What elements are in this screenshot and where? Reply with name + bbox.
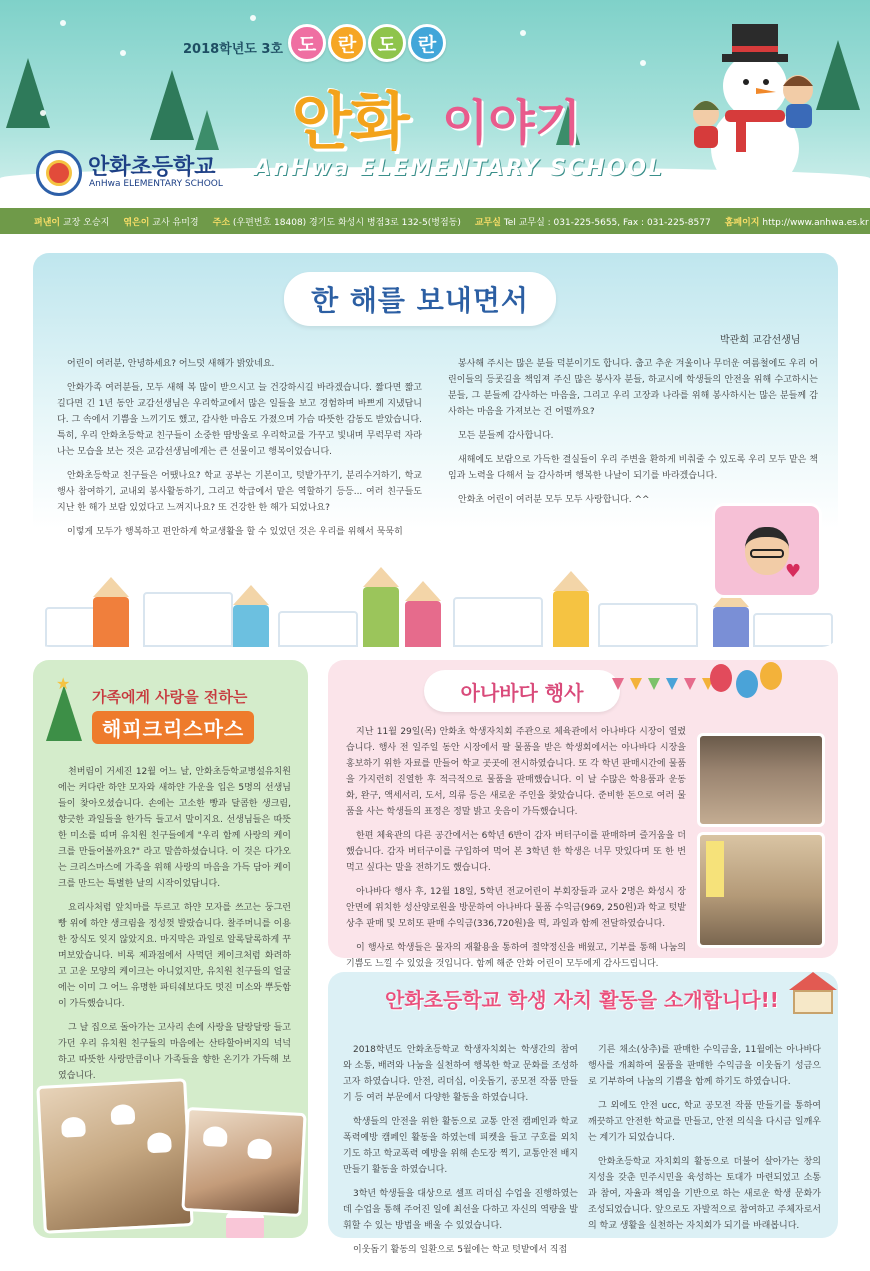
snowflake-icon — [520, 30, 526, 36]
paragraph: 2018학년도 안화초등학교 학생자치회는 학생간의 참여와 소통, 배려와 나눔을 실천하여 행복한 학교 문화를 조성하고자 하였습니다. 안전, 리더십, 이웃돕기, 공모전 작품 만들기 등 여러 부문에서 다양한 활동을 하였습니다. — [343, 1045, 578, 1103]
paragraph: 3학년 학생들을 대상으로 셀프 리더십 수업을 진행하였는데 수업을 통해 주어진 일에 최선을 다하고 자신의 역량을 발휘할 수 있는 방법을 배울 수 있었습니다. — [343, 1189, 578, 1231]
paragraph: 이렇게 모두가 행복하고 편안하게 학교생활을 할 수 있었던 것은 우리를 위해서 묵묵히 — [67, 527, 403, 537]
school-house-icon — [789, 972, 837, 1016]
market-crowd-photo — [697, 733, 825, 827]
paragraph: 천버림이 거세진 12월 어느 날, 안화초등학교병설유치원에는 커다란 하얀 모자와 새하얀 가운을 입은 5명의 선생님들이 찾아오셨습니다. 손에는 고소한 빵과 달콤한 생크림, 향긋한 과일들을 한가득 들고서 말이지요. 선생님들은 따뜻한 미소를 띠며 유치원 친구들에게 "우리 함께 사랑의 케이크를 만들어볼까요?" 라고 말씀하셨습니다. 이 것은 다가오는 크리스마스에 가족을 위해 사랑의 마음을 가득 담아 케이크를 만드는 특별한 날의 시작이었답니다. — [58, 767, 291, 889]
school-name-caption: AnHwa ELEMENTARY SCHOOL — [89, 179, 223, 189]
paragraph: 아나바다 행사 후, 12월 18일, 5학년 전교어린이 부회장들과 교사 2명은 화성시 장안면에 위치한 성산양로원을 방문하여 아나바다 물품 수익금(969, 250원)과 학교 텃밭 상추 판매 및 모히또 판매 수익금(336,720원)을 떡, 과일과 함께 전달하였습니다. — [346, 887, 686, 929]
paragraph: 이 행사로 학생들은 물자의 재활용을 통하여 절약정신을 배웠고, 기부를 통해 나눔의 기쁨도 느낄 수 있었을 것입니다. 함께 해준 안화 어린이 모두에게 감사드립니다. — [346, 943, 686, 969]
school-name-korean: 안화초등학교 — [88, 155, 216, 180]
snowflake-icon — [250, 15, 256, 21]
anabada-article-title: 아나바다 행사 — [424, 670, 620, 712]
pine-tree-icon — [6, 58, 50, 128]
anabada-article-body — [346, 724, 686, 980]
newsletter-title-sub: 이야기 — [442, 95, 582, 151]
title-bubble: 도 — [288, 24, 326, 62]
paragraph: 지난 11월 29일(목) 안화초 학생자치회 주관으로 체육관에서 아나바다 시장이 열렸습니다. 행사 전 일주일 동안 시장에서 팔 물품을 받은 학생회에서는 아나바다 시장을 홍보하기 위한 자료를 만들어 학교 곳곳에 전시하였습니다. 또 각 학년 판매시간에 물품을 가지런히 진열한 후 적극적으로 물품을 판매했습니다. 이 날 수많은 학용품과 운동화, 완구, 액세서리, 도서, 의류 등은 새로운 주인을 찾았습니다. 준비한 돈으로 여러 물품을 사는 학생들의 표정은 정말 밝고 웃음이 가득했습니다. — [346, 727, 686, 817]
heart-icon: ♥ — [785, 561, 802, 582]
publication-info-bar — [0, 208, 870, 234]
masthead — [0, 0, 870, 205]
bunting-flags — [612, 678, 714, 690]
donation-group-photo — [697, 832, 825, 948]
paragraph: 요리사처럼 앞치마를 두르고 하얀 모자를 쓰고는 둥그런 빵 위에 하얀 생크림을 정성껏 발랐습니다. 찰주머니를 이용한 장식도 잊지 않았지요. 마지막은 과일로 알록달록하게 꾸며보았습니다. 비록 제과점에서 사먹던 케이크처럼 화려하고 고운 모양의 케이크는 아니었지만, 유치원 친구들의 얼굴에는 이미 그 어느 유명한 파티쉐보다도 멋진 미소와 뿌듯함이 가득했습니다. — [58, 903, 291, 1009]
christmas-article-subtitle: 가족에게 사랑을 전하는 — [92, 688, 248, 706]
vice-principal-avatar — [712, 503, 822, 598]
balloon-icon — [760, 662, 782, 690]
paragraph: 학생들의 안전을 위한 활동으로 교통 안전 캠페인과 학교폭력예방 캠페인 활동을 하였는데 피켓을 들고 구호를 외치기도 하고 학교폭력 예방을 위해 손도장 찍기, 교통안전 배지 만들기 활동을 하였습니다. — [343, 1117, 578, 1175]
balloon-icon — [736, 670, 758, 698]
editor-info: 엮은이 교사 유미경 — [123, 217, 199, 228]
balloon-icon — [710, 664, 732, 692]
student-council-column-2 — [588, 1042, 821, 1242]
paragraph: 어린이 여러분, 안녕하세요? 어느덧 새해가 밝았네요. — [67, 359, 275, 369]
title-bubble: 란 — [408, 24, 446, 62]
title-bubble: 도 — [368, 24, 406, 62]
school-name-english: AnHwa ELEMENTARY SCHOOL — [254, 156, 664, 181]
cake-making-photo — [36, 1078, 194, 1234]
student-council-article-title: 안화초등학교 학생 자치 활동을 소개합니다!! — [385, 988, 779, 1012]
christmas-article-body — [58, 764, 291, 1092]
year-end-article-title: 한 해를 보내면서 — [284, 272, 556, 326]
paragraph: 기른 채소(상추)를 판매한 수익금을, 11월에는 아나바다 행사를 개최하여 물품을 판매한 수익금을 이웃돕기 성금으로 기부하여 나눔의 기쁨을 함께 하기도 하였습니다. — [588, 1045, 821, 1087]
star-icon: ★ — [56, 674, 71, 693]
paragraph: 봉사해 주시는 많은 분들 덕분이기도 합니다. 춥고 추운 겨울이나 무더운 여름철에도 우리 어린이들의 등굣길을 책임져 주신 많은 봉사자 분들, 하교시에 학생들의 안전을 위해 수고하시는 분들, 그 분들께 감사하는 마음을, 그리고 우리 고장과 나라를 위해 봉사하시는 많은 분들께 감사하는 마음을 가져보는 건 어떨까요? — [448, 359, 818, 417]
paragraph: 안화초등학교 자치회의 활동으로 더불어 살아가는 창의 지성을 갖춘 민주시민을 육성하는 토대가 마련되었고 소통과 참여, 자율과 책임을 기반으로 하는 새로운 학생 문화가 조성되었습니다. 앞으로도 자발적으로 참여하고 주체자로서의 학교 생활을 실천하는 자치회가 되기를 바래봅니다. — [588, 1157, 821, 1231]
snowman-illustration — [680, 18, 830, 188]
snowflake-icon — [40, 110, 46, 116]
publisher-info: 펴낸이 교장 오승지 — [34, 217, 110, 228]
snowflake-icon — [640, 60, 646, 66]
christmas-tree-icon — [46, 685, 82, 741]
newsletter-title: 안화 — [292, 85, 408, 158]
issue-number: 2018학년도 3호 — [183, 42, 283, 57]
paragraph: 안화초등학교 친구들은 어땠나요? 학교 공부는 기본이고, 텃밭가꾸기, 분리수거하기, 학교 행사 참여하기, 교내외 봉사활동하기, 그리고 학급에서 맡은 역할하기 등등... 여러 친구들도 지난 한 해가 보람 있었다고 느껴지나요? 또 건강한 한 해가 되었나요? — [57, 471, 422, 513]
school-logo — [36, 150, 82, 196]
cake-making-photo — [181, 1107, 306, 1217]
cake-icon — [226, 1212, 264, 1238]
title-bubble: 란 — [328, 24, 366, 62]
year-end-article-column-1 — [57, 356, 422, 548]
christmas-article-title: 해피크리스마스 — [92, 711, 254, 744]
homepage-info[interactable]: 홈페이지 http://www.anhwa.es.kr — [724, 217, 869, 228]
paragraph: 안화초 어린이 여러분 모두 모두 사랑합니다. ^^ — [458, 495, 650, 505]
year-end-article-column-2 — [448, 356, 818, 516]
paragraph: 그 날 집으로 돌아가는 고사리 손에 사랑을 달랑달랑 들고 가던 우리 유치원 친구들의 마음에는 산타할아버지의 넉넉하고 따뜻한 사랑만큼이나 가족들을 향한 온기가 가득해 보였습니다. — [58, 1023, 291, 1081]
paragraph: 안화가족 여러분들, 모두 새해 복 많이 받으시고 늘 건강하시길 바라겠습니다. 짧다면 짧고 길다면 긴 1년 동안 교감선생님은 우리학교에서 많은 일들을 보고 경험하며 바쁘게 지냈답니다. 그 속에서 기쁨을 느끼기도 했고, 감사한 마음도 가졌으며 가슴 따뜻한 감동도 받았습니다. 특히, 우리 안화초등학교 친구들이 소중한 땀방울로 우리학교를 가꾸고 빛내며 무럭무럭 자라나는 모습을 보는 것은 교감선생님에게는 큰 선물이고 행복이었습니다. — [57, 383, 422, 457]
paragraph: 모든 분들께 감사합니다. — [458, 431, 554, 441]
title-bubbles — [288, 24, 446, 62]
snowflake-icon — [120, 50, 126, 56]
office-info: 교무실 Tel 교무실 : 031-225-5655, Fax : 031-225-8577 — [474, 217, 711, 228]
address-info: 주소 (우편번호 18408) 경기도 화성시 병점3로 132-5(병점동) — [212, 217, 461, 228]
paragraph: 이웃돕기 활동의 일환으로 5월에는 학교 텃밭에서 직접 — [353, 1245, 568, 1255]
paragraph: 한편 체육관의 다른 공간에서는 6학년 6반이 감자 버터구이를 판매하며 즐거움을 더했습니다. 감자 버터구이를 구입하여 먹어 본 3학년 한 학생은 너무 맛있다며 또 한 번 먹고 싶다는 말을 전하기도 했습니다. — [346, 831, 686, 873]
article-author: 박관희 교감선생님 — [720, 335, 801, 346]
student-council-column-1 — [343, 1042, 578, 1266]
pine-tree-icon — [150, 70, 194, 140]
paragraph: 새해에도 보람으로 가득한 결실들이 우리 주변을 환하게 비춰줄 수 있도록 우리 모두 맡은 책임과 노력을 다해서 늘 감사하며 행복한 나날이 되기를 바라겠습니다. — [448, 455, 818, 481]
paragraph: 그 외에도 안전 ucc, 학교 공모전 작품 만들기를 통하여 깨끗하고 안전한 학교를 만들고, 안전 의식을 다시금 일깨우는 계기가 되었습니다. — [588, 1101, 821, 1143]
pine-tree-icon — [195, 110, 219, 150]
snowflake-icon — [60, 20, 66, 26]
